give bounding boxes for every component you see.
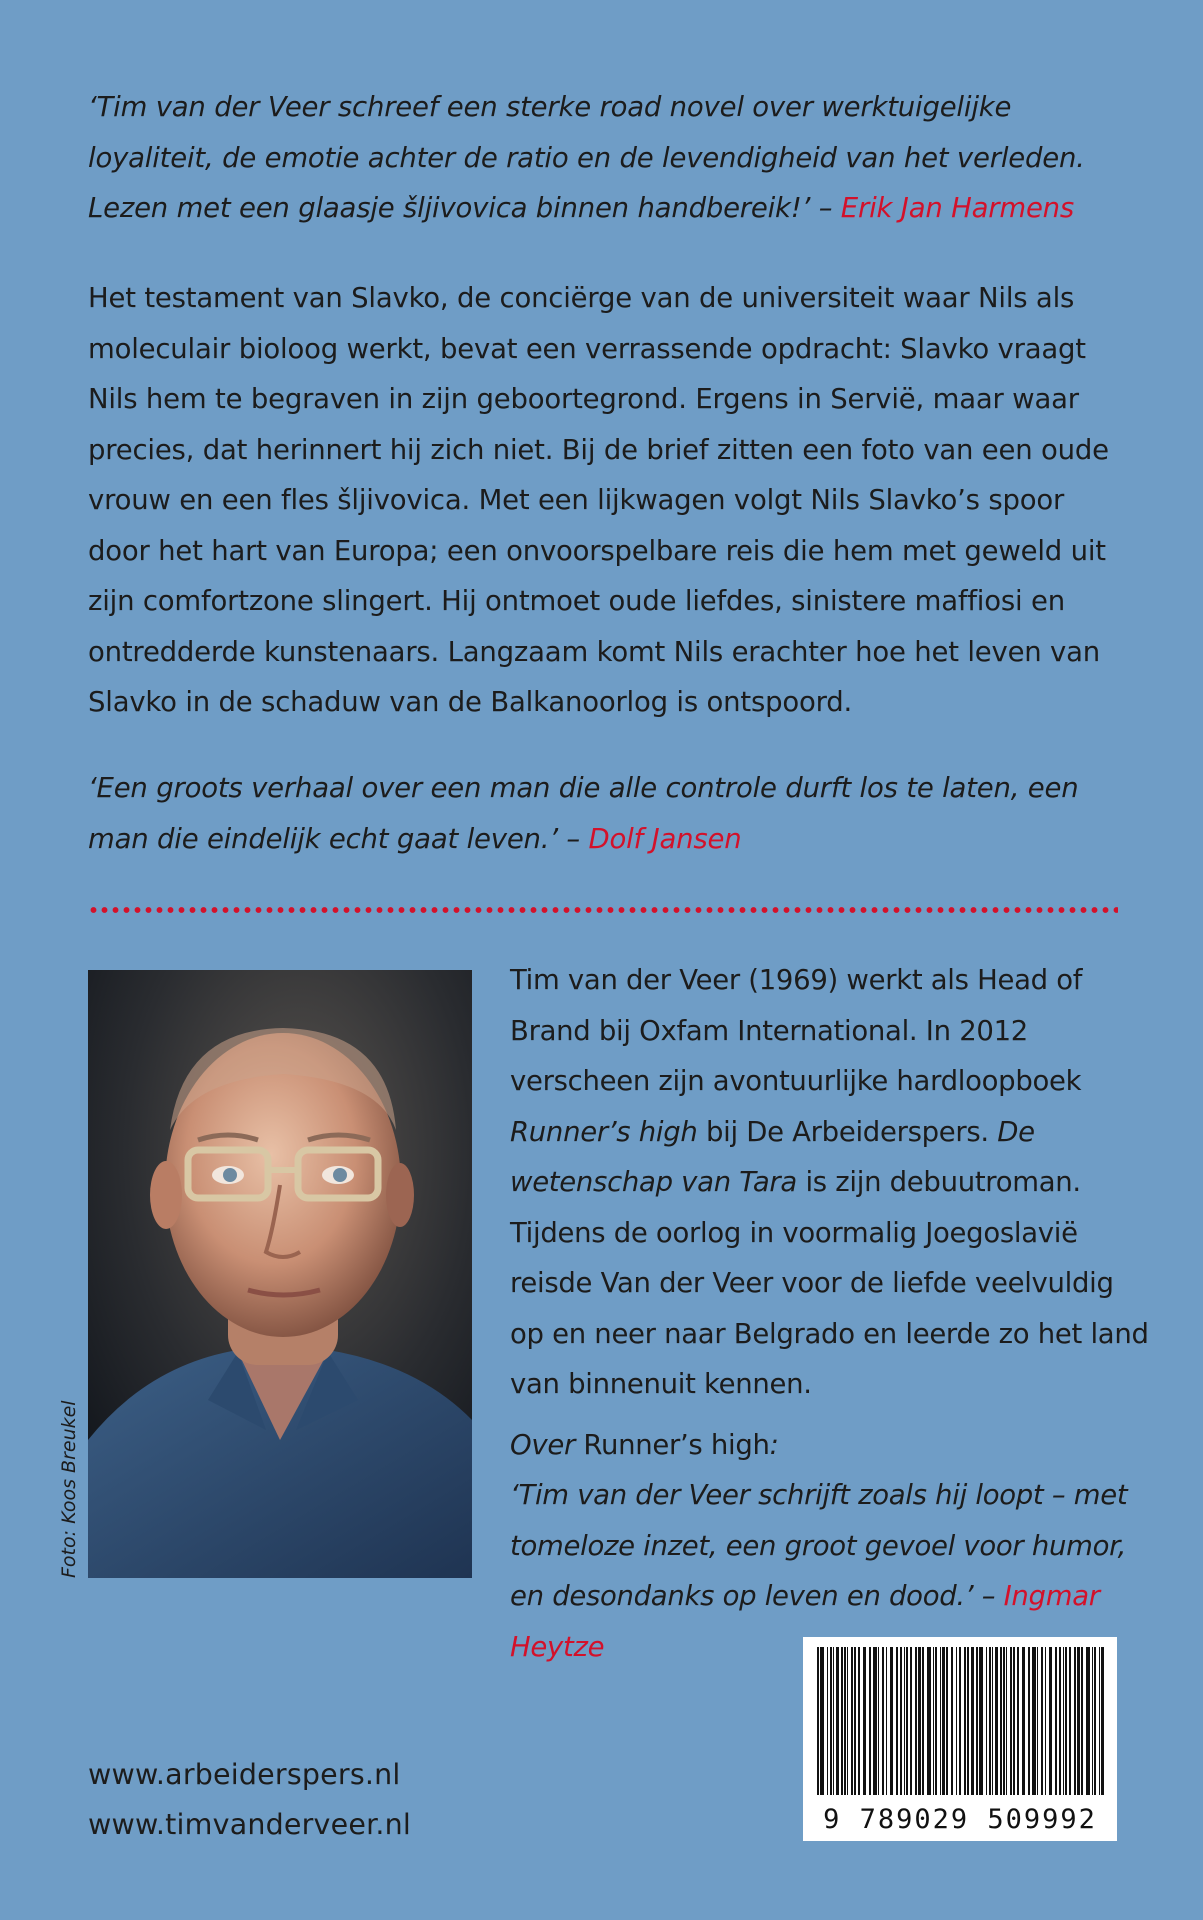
author-website-link[interactable]: www.timvanderveer.nl xyxy=(88,1808,412,1841)
barcode-bar xyxy=(1069,1647,1071,1795)
barcode-bar xyxy=(878,1647,879,1795)
barcode-bar xyxy=(1049,1647,1052,1795)
barcode-bar xyxy=(986,1647,987,1795)
quote-author: Erik Jan Harmens xyxy=(840,192,1075,224)
barcode-bar xyxy=(910,1647,912,1795)
review-quote-harmens xyxy=(88,82,1118,234)
barcode-bar xyxy=(918,1647,921,1795)
barcode-bar xyxy=(964,1647,966,1795)
barcode-bar xyxy=(935,1647,937,1795)
barcode-bar xyxy=(915,1647,917,1795)
website-links xyxy=(88,1750,411,1850)
barcode-bar xyxy=(1037,1647,1038,1795)
barcode-bar xyxy=(1032,1647,1036,1795)
barcode-bar xyxy=(904,1647,905,1795)
author-photo xyxy=(88,970,472,1578)
barcode-bar xyxy=(971,1647,974,1795)
barcode-bar xyxy=(830,1647,832,1795)
barcode-bar xyxy=(1092,1647,1093,1795)
book-title: De wetenschap van Tara xyxy=(510,1115,1035,1198)
quote-author: Ingmar Heytze xyxy=(510,1580,1100,1663)
quote-text: ‘Tim van der Veer schreef een sterke road novel over werktuigelijke loyaliteit, de emotie achter de ratio en de levendigheid van het verleden. Lezen met een glaasje šljivovica binnen handbereik!’ – xyxy=(88,91,1085,224)
quote-author: Dolf Jansen xyxy=(588,822,742,855)
barcode-bar xyxy=(1094,1647,1096,1795)
barcode-bar xyxy=(836,1647,839,1795)
barcode-bar xyxy=(1055,1647,1057,1795)
barcode-bar xyxy=(1065,1647,1067,1795)
barcode-bar xyxy=(1022,1647,1025,1795)
publisher-website-link[interactable]: www.arbeiderspers.nl xyxy=(88,1758,401,1791)
barcode-bar xyxy=(858,1647,860,1795)
barcode-bar xyxy=(1081,1647,1083,1795)
barcode-bar xyxy=(1010,1647,1012,1795)
barcode-bar xyxy=(863,1647,866,1795)
dotted-divider xyxy=(88,906,1118,914)
barcode-bar xyxy=(1074,1647,1076,1795)
quote-text: ‘Een groots verhaal over een man die alle controle durft los te laten, een man die eindelijk echt gaat leven.’ – xyxy=(88,772,1079,855)
author-bio-section xyxy=(510,955,1150,1672)
barcode-bar xyxy=(1045,1647,1046,1795)
barcode-bar xyxy=(1063,1647,1064,1795)
isbn-barcode xyxy=(803,1637,1117,1841)
book-title: Runner’s high xyxy=(583,1428,770,1461)
barcode-bar xyxy=(1006,1647,1007,1795)
quote-text: ‘Tim van der Veer schrijft zoals hij loopt – met tomeloze inzet, een groot gevoel voor humor, en desondanks op leven en dood.’ – xyxy=(510,1479,1128,1612)
barcode-bar xyxy=(922,1647,924,1795)
barcode-bar xyxy=(946,1647,948,1795)
barcode-bar xyxy=(995,1647,998,1795)
barcode-bar xyxy=(940,1647,941,1795)
barcode-bar xyxy=(959,1647,961,1795)
barcode-bar xyxy=(956,1647,957,1795)
barcode-bar xyxy=(951,1647,953,1795)
barcode-bar xyxy=(1099,1647,1100,1795)
barcode-bar xyxy=(1000,1647,1002,1795)
barcode-bar xyxy=(841,1647,843,1795)
barcode-bar xyxy=(854,1647,856,1795)
barcode-bar xyxy=(906,1647,908,1795)
book-title: Runner’s high xyxy=(510,1115,698,1148)
barcode-bar xyxy=(844,1647,846,1795)
barcode-bar xyxy=(886,1647,887,1795)
barcode-bar xyxy=(896,1647,898,1795)
barcode-bar xyxy=(890,1647,893,1795)
over-label: Over xyxy=(510,1428,575,1461)
author-portrait-illustration xyxy=(88,970,472,1578)
barcode-bar xyxy=(933,1647,934,1795)
barcode-bar xyxy=(1013,1647,1015,1795)
barcode-bar xyxy=(900,1647,902,1795)
barcode-bar xyxy=(1101,1647,1104,1795)
bio-text: Tim van der Veer (1969) werkt als Head of Brand bij Oxfam International. In 2012 verscheen zijn avontuurlijke hardloopboek xyxy=(510,964,1083,1097)
barcode-bar xyxy=(1003,1647,1005,1795)
bio-text: bij De Arbeiderspers. xyxy=(697,1115,998,1148)
isbn-number: 9 789029 509992 xyxy=(823,1804,1097,1835)
barcode-bar xyxy=(1086,1647,1090,1795)
barcode-bar xyxy=(927,1647,931,1795)
barcode-bar xyxy=(1017,1647,1019,1795)
bio-text: is zijn debuutroman. Tijdens de oorlog in voormalig Joegoslavië reisde Van der Veer voor de liefde veelvuldig op en neer naar Belgrado en leerde zo het land van binnenuit kennen. xyxy=(510,1166,1149,1400)
barcode-bar xyxy=(1059,1647,1061,1795)
author-bio xyxy=(510,955,1150,1410)
photo-credit: Foto: Koos Breukel xyxy=(58,1400,80,1578)
barcode-bar xyxy=(827,1647,828,1795)
barcode-bar xyxy=(847,1647,848,1795)
colon: : xyxy=(769,1428,779,1461)
over-runners-high xyxy=(510,1420,1150,1673)
barcode-bar xyxy=(992,1647,993,1795)
barcode-bar xyxy=(820,1647,824,1795)
barcode-bar xyxy=(979,1647,983,1795)
barcode-bar xyxy=(882,1647,884,1795)
review-quote-jansen xyxy=(88,763,1118,864)
barcode-bar xyxy=(873,1647,877,1795)
barcode-bar xyxy=(976,1647,978,1795)
barcode-bar xyxy=(869,1647,871,1795)
book-blurb: Het testament van Slavko, de conciërge van de universiteit waar Nils als moleculair bioloog werkt, bevat een verrassende opdracht: Slavko vraagt Nils hem te begraven in zijn geboortegrond. Ergens in Servië, maar waar precies, dat herinnert hij zich niet. Bij de brief zitten een foto van een oude vrouw en een fles šljivovica. Met een lijkwagen volgt Nils Slavko’s spoor door het hart van Europa; een onvoorspelbare reis die hem met geweld uit zijn comfortzone slingert. Hij ontmoet oude liefdes, sinistere maffiosi en ontredderde kunstenaars. Langzaam komt Nils erachter hoe het leven van Slavko in de schaduw van de Balkanoorlog is ontspoord. xyxy=(88,282,1109,718)
barcode-bar xyxy=(817,1647,819,1795)
barcode-bar xyxy=(851,1647,853,1795)
barcode-bar xyxy=(942,1647,945,1795)
barcode-bar xyxy=(967,1647,969,1795)
barcode-bar xyxy=(1041,1647,1043,1795)
barcode-bar xyxy=(833,1647,834,1795)
barcode-bar xyxy=(1028,1647,1030,1795)
barcode-bar xyxy=(1077,1647,1080,1795)
barcode-bar xyxy=(989,1647,991,1795)
